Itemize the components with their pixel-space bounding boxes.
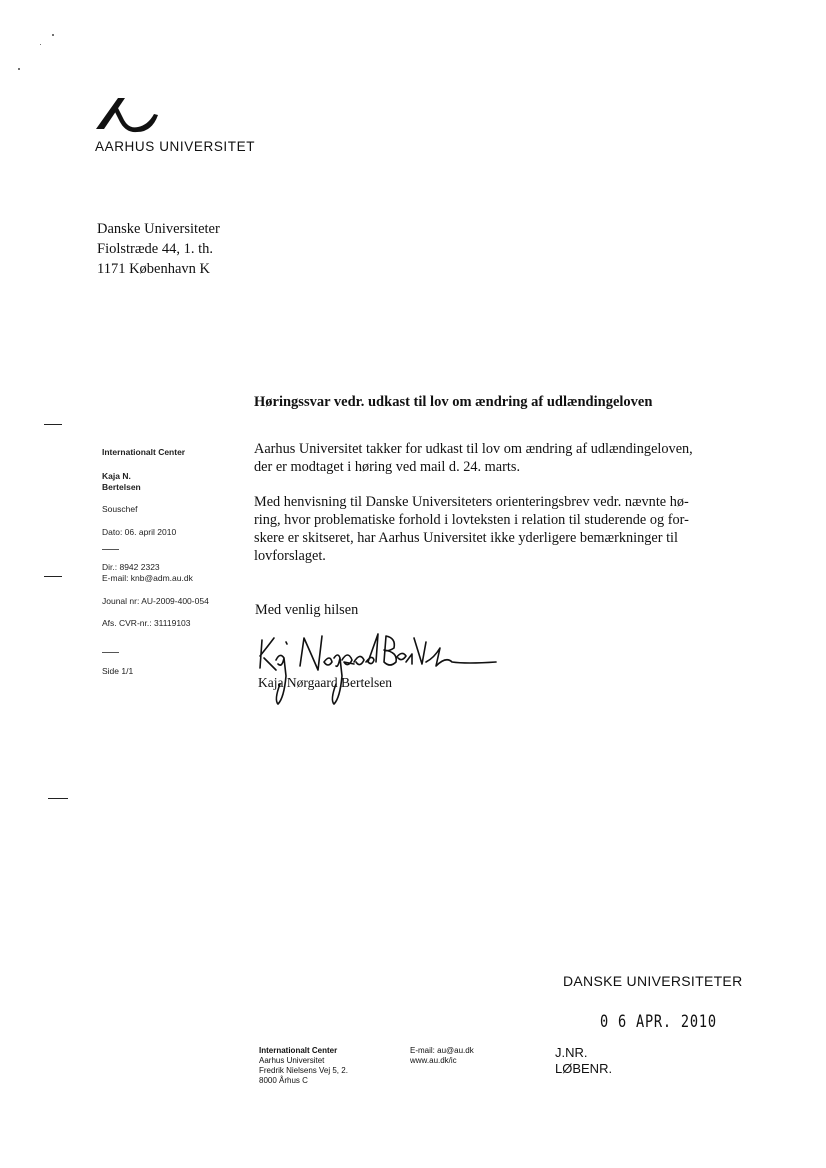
paragraph-line: lovforslaget. [254,548,326,564]
sidebar-divider [102,652,119,653]
subject-heading: Høringssvar vedr. udkast til lov om ændring af udlændingeloven [254,394,653,410]
sidebar-journal: Jounal nr: AU-2009-400-054 [102,596,209,606]
footer-address-line: Internationalt Center [259,1046,338,1055]
scan-speck [18,68,20,70]
sidebar-date: Dato: 06. april 2010 [102,527,177,537]
address-line: Danske Universiteter [97,221,220,237]
signer-name: Kaja Nørgaard Bertelsen [258,675,392,690]
paragraph-line: skere er skitseret, har Aarhus Universitet ikke yderligere bemærkninger til [254,530,679,546]
paragraph-line: Med henvisning til Danske Universiteters orienteringsbrev vedr. nævnte hø- [254,494,689,510]
footer-address [259,1046,348,1086]
footer-address-line: 8000 Århus C [259,1076,308,1085]
paragraph-line: der er modtaget i høring ved mail d. 24. marts. [254,459,521,475]
fold-mark [44,576,62,577]
footer-address-line: Fredrik Nielsens Vej 5, 2. [259,1066,348,1075]
sidebar-page: Side 1/1 [102,666,134,676]
stamp-organization: DANSKE UNIVERSITETER [563,973,743,989]
footer-address-line: Aarhus Universitet [259,1056,325,1065]
stamp-date: 0 6 APR. 2010 [600,1012,717,1032]
address-line: 1171 København K [97,261,211,277]
sidebar-divider [102,549,119,550]
handwritten-signature [256,628,506,708]
sidebar-title: Souschef [102,504,138,514]
footer-website: www.au.dk/ic [410,1056,457,1065]
paragraph-line: ring, hvor problematiske forhold i lovteksten i relation til studerende og for- [254,512,689,528]
footer-contact [410,1046,474,1066]
closing-greeting: Med venlig hilsen [255,602,359,618]
scan-speck [40,44,41,45]
university-name: AARHUS UNIVERSITET [95,139,256,154]
recipient-address [97,219,220,279]
fold-mark [44,424,62,425]
address-line: Fiolstræde 44, 1. th. [97,241,214,257]
sidebar-name-line1: Kaja N. [102,471,131,481]
paragraph-line: Aarhus Universitet takker for udkast til lov om ændring af udlændingeloven, [254,441,693,457]
sidebar-email: E-mail: knb@adm.au.dk [102,573,193,583]
paragraph-1 [254,440,693,476]
aarhus-university-logo [96,96,160,134]
scan-speck [52,34,54,36]
paragraph-2 [254,493,689,565]
sidebar-department: Internationalt Center [102,447,186,457]
sidebar-phone: Dir.: 8942 2323 [102,562,160,572]
fold-mark [48,798,68,799]
footer-email: E-mail: au@au.dk [410,1046,474,1055]
sidebar-cvr: Afs. CVR-nr.: 31119103 [102,618,191,628]
sidebar-name-line2: Bertelsen [102,482,141,492]
stamp-jnr-label: J.NR. [555,1045,588,1060]
stamp-lobenr-label: LØBENR. [555,1061,613,1076]
